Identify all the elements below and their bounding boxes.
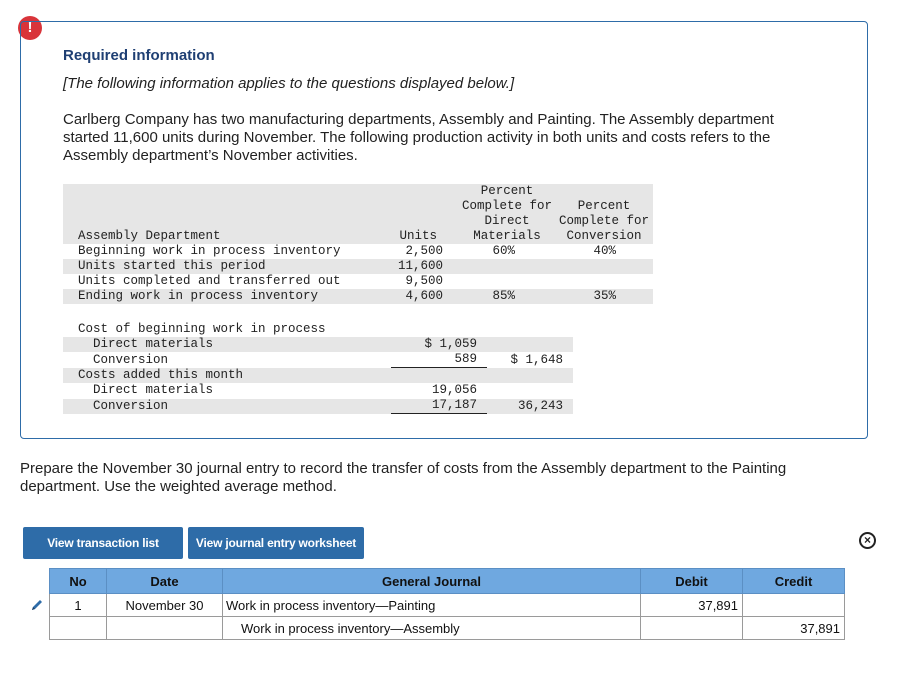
required-info-body: Carlberg Company has two manufacturing departments, Assembly and Painting. The Assembly department started 11,600 units during November. The following production activity in both units and costs refers to the Assembly department’s November activities. [63,111,774,164]
cost-add-total: 36,243 [517,399,563,413]
row-units: 4,600 [405,289,443,303]
cost-add-dm-label: Direct materials [93,383,214,397]
entry-account: Work in process inventory—Assembly [223,617,641,640]
subtotal-underline [391,367,487,368]
cost-beg-conv: 589 [454,352,477,366]
cost-beg-dm-label: Direct materials [93,337,214,351]
row-units: 2,500 [405,244,443,258]
row-units: 11,600 [397,259,443,273]
row-label: Ending work in process inventory [78,289,319,303]
header-conv-line1: Percent [577,199,631,213]
cost-beg-dm: $ 1,059 [424,337,477,351]
row-dm-pct: 60% [492,244,515,258]
entry-debit: 37,891 [641,594,743,617]
cost-add-conv-label: Conversion [93,399,169,413]
pencil-edit-icon[interactable] [29,597,45,613]
entry-debit [641,617,743,640]
cost-beg-label: Cost of beginning work in process [78,322,326,336]
entry-date: November 30 [107,594,223,617]
required-info-title: Required information [63,47,215,64]
alert-icon: ! [18,16,42,40]
cost-add-conv: 17,187 [431,398,477,412]
row-conv-pct: 40% [593,244,616,258]
table-row [50,594,845,617]
subtotal-underline [391,413,487,414]
row-dm-pct: 85% [492,289,515,303]
row-units: 9,500 [405,274,443,288]
header-units: Units [399,229,437,243]
col-date: Date [107,569,223,594]
header-dm-line1: Percent [480,184,534,198]
required-info-subtitle: [The following information applies to the questions displayed below.] [63,75,515,92]
header-conv-line3: Conversion [566,229,642,243]
col-credit: Credit [743,569,845,594]
header-dm-line2: Complete for [461,199,552,213]
entry-credit: 37,891 [743,617,845,640]
cost-added-label: Costs added this month [78,368,244,382]
question-prompt: Prepare the November 30 journal entry to record the transfer of costs from the Assembly department to the Painting department. Use the weighted average method. [20,460,787,495]
header-dept: Assembly Department [78,229,221,243]
close-icon[interactable]: × [859,532,876,549]
cost-add-dm: 19,056 [431,383,477,397]
col-debit: Debit [641,569,743,594]
view-journal-worksheet-button[interactable]: View journal entry worksheet [188,527,364,559]
row-label: Units started this period [78,259,266,273]
header-dm-line4: Materials [473,229,541,243]
header-conv-line2: Complete for [558,214,649,228]
col-no: No [50,569,107,594]
entry-date [107,617,223,640]
row-conv-pct: 35% [593,289,616,303]
entry-no: 1 [50,594,107,617]
entry-credit [743,594,845,617]
cost-beg-conv-label: Conversion [93,353,169,367]
col-general-journal: General Journal [223,569,641,594]
view-transaction-list-button[interactable]: View transaction list [23,527,183,559]
row-label: Units completed and transferred out [78,274,341,288]
entry-no [50,617,107,640]
header-dm-line3: Direct [484,214,530,228]
entry-account: Work in process inventory—Painting [223,594,641,617]
row-label: Beginning work in process inventory [78,244,341,258]
cost-beg-total: $ 1,648 [510,353,563,367]
journal-table [49,568,845,640]
table-row [50,617,845,640]
